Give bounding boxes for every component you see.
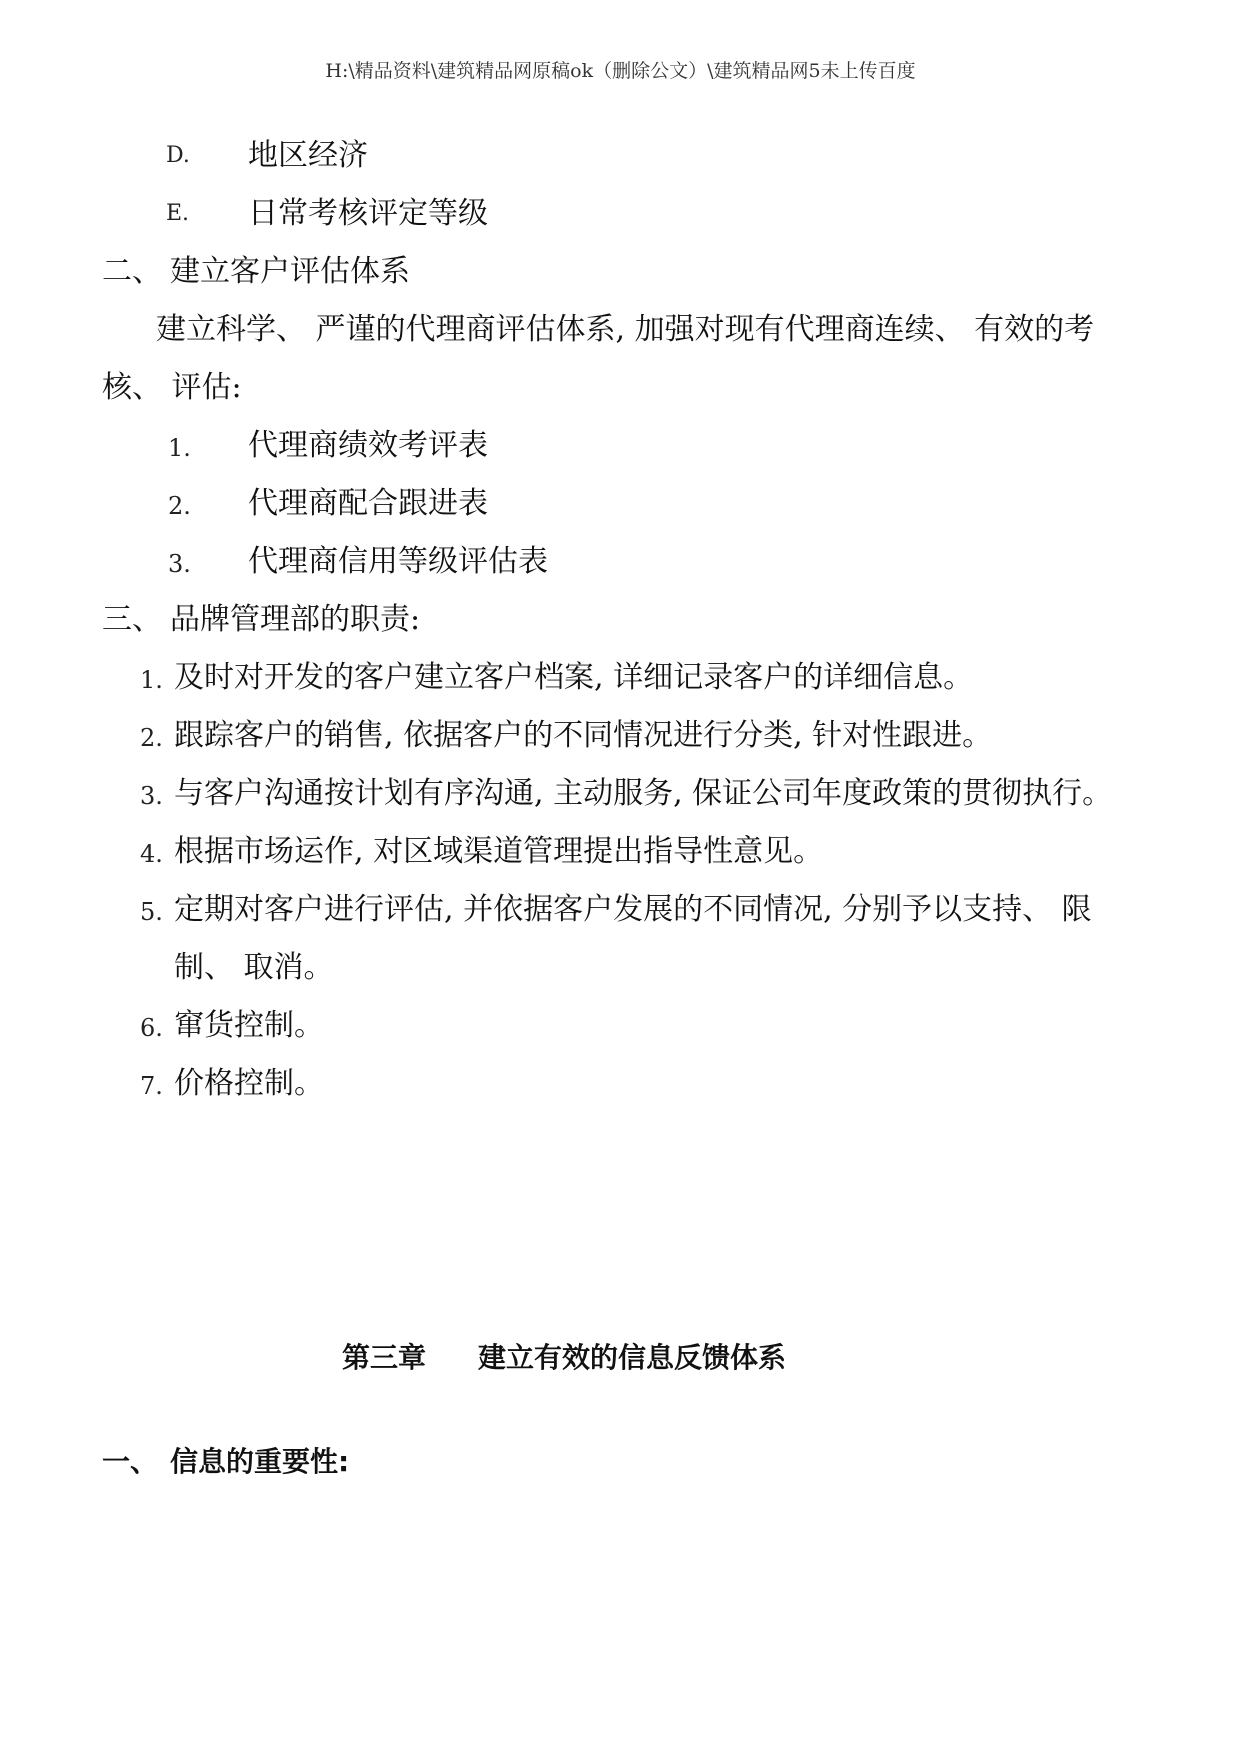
section3-item: 跟踪客户的销售, 依据客户的不同情况进行分类, 针对性跟进。 <box>174 718 993 753</box>
section3-item-marker: 2. <box>140 724 163 752</box>
section2-heading: 建立客户评估体系 <box>170 254 410 289</box>
section3-item-marker: 6. <box>140 1014 163 1042</box>
list-item-d: 地区经济 <box>248 138 368 173</box>
section2-item-marker: 2. <box>168 492 191 520</box>
section2-item: 代理商配合跟进表 <box>248 486 488 521</box>
section2-item: 代理商信用等级评估表 <box>248 544 548 579</box>
list-marker-d: D. <box>166 143 190 168</box>
next-section-heading: 信息的重要性: <box>170 1445 350 1478</box>
next-section-marker: 一、 <box>102 1445 159 1478</box>
list-item-e: 日常考核评定等级 <box>248 196 488 231</box>
section2-marker: 二、 <box>102 254 162 289</box>
section3-item-marker: 5. <box>140 898 163 926</box>
section2-paragraph-line1: 建立科学、 严谨的代理商评估体系, 加强对现有代理商连续、 有效的考 <box>156 312 1095 347</box>
chapter-label: 第三章 <box>342 1341 427 1374</box>
section2-item: 代理商绩效考评表 <box>248 428 488 463</box>
section3-item-marker: 7. <box>140 1072 163 1100</box>
list-marker-e: E. <box>166 201 190 226</box>
section3-marker: 三、 <box>102 602 162 637</box>
section3-item-marker: 4. <box>140 840 163 868</box>
section2-item-marker: 1. <box>168 434 191 462</box>
section3-item: 及时对开发的客户建立客户档案, 详细记录客户的详细信息。 <box>174 660 974 695</box>
section3-item: 与客户沟通按计划有序沟通, 主动服务, 保证公司年度政策的贯彻执行。 <box>174 776 1113 811</box>
section2-item-marker: 3. <box>168 550 191 578</box>
section2-paragraph-line2: 核、 评估: <box>102 370 242 405</box>
section3-item-marker: 3. <box>140 782 163 810</box>
section3-item: 根据市场运作, 对区域渠道管理提出指导性意见。 <box>174 834 824 869</box>
section3-item: 窜货控制。 <box>174 1008 324 1043</box>
chapter-title: 建立有效的信息反馈体系 <box>478 1341 787 1374</box>
section3-heading: 品牌管理部的职责: <box>170 602 421 637</box>
section3-item-continuation: 制、 取消。 <box>174 950 334 985</box>
section3-item-marker: 1. <box>140 666 163 694</box>
page-header-path: H:\精品资料\建筑精品网原稿ok（删除公文）\建筑精品网5未上传百度 <box>325 60 916 82</box>
section3-item: 定期对客户进行评估, 并依据客户发展的不同情况, 分别予以支持、 限 <box>174 892 1092 927</box>
section3-item: 价格控制。 <box>174 1066 324 1101</box>
